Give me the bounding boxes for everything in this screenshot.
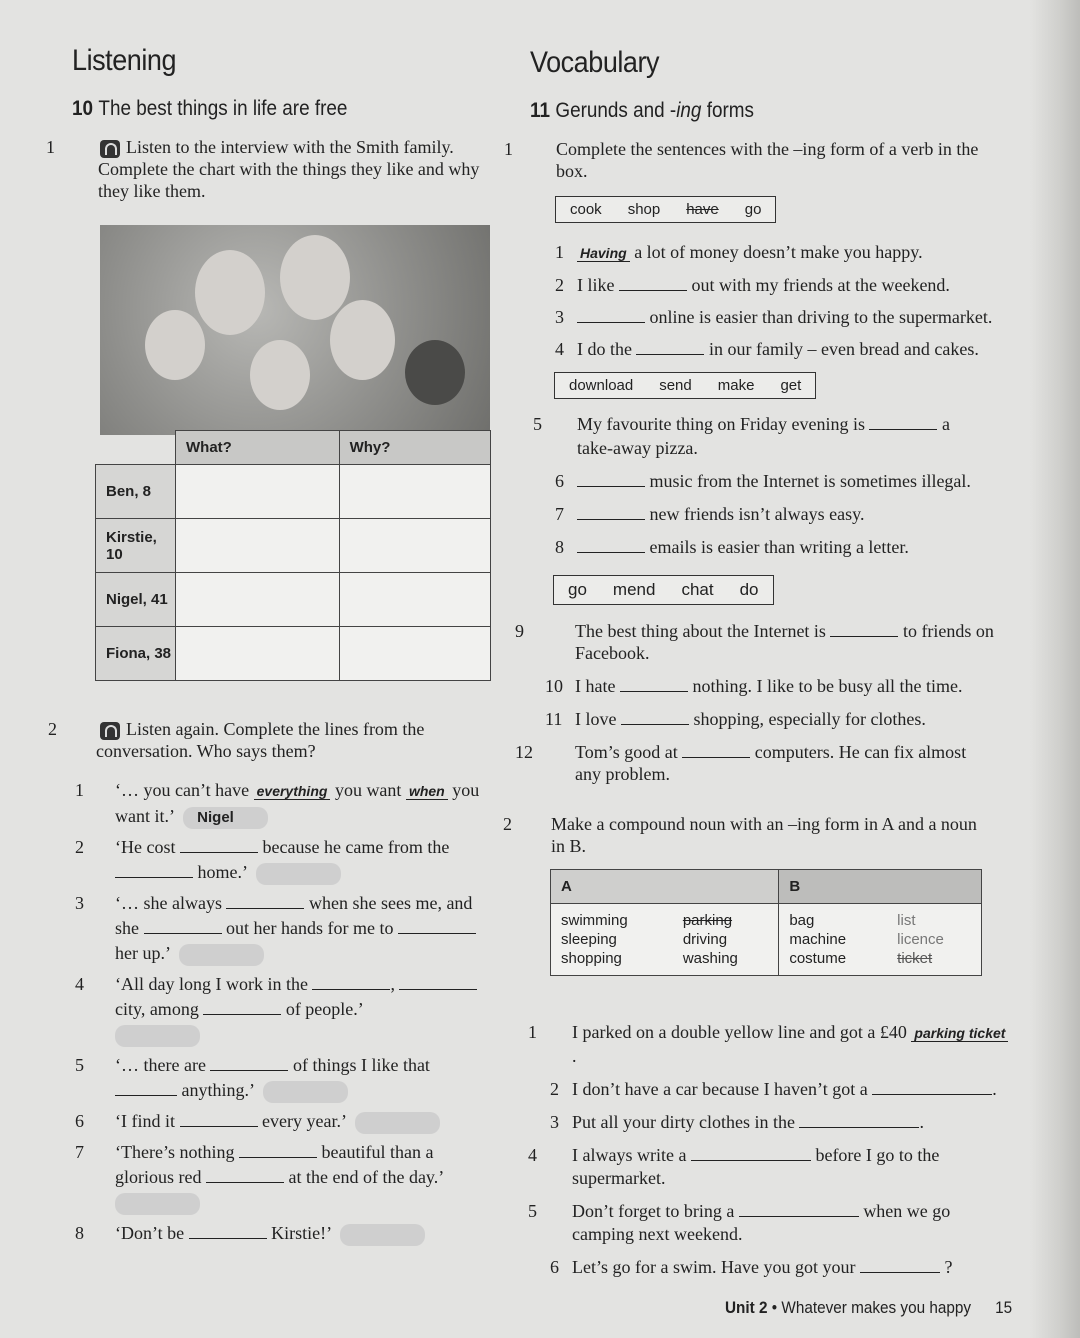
blank[interactable]: [203, 999, 281, 1015]
speaker-blank[interactable]: [256, 863, 341, 885]
chart-cell-why[interactable]: [339, 465, 490, 519]
photo-face: [145, 310, 205, 380]
photo-face: [280, 235, 350, 320]
speaker-blank[interactable]: [263, 1081, 348, 1103]
unit-title: Whatever makes you happy: [781, 1298, 972, 1317]
sentence-item: 3 online is easier than driving to the supermarket.: [555, 307, 993, 327]
blank[interactable]: [860, 1257, 940, 1273]
page-footer: Unit 2 • Whatever makes you happy 15: [725, 1298, 1013, 1317]
chart-cell-what[interactable]: [176, 465, 340, 519]
speaker-blank[interactable]: [115, 1193, 200, 1215]
sentence-item: 9 The best thing about the Internet is to friends on Facebook.: [515, 621, 994, 663]
answer-text: Having: [577, 245, 630, 262]
conversation-lines: [75, 778, 495, 1246]
sentences-5-8: [533, 412, 985, 559]
blank[interactable]: [682, 742, 750, 758]
chart-row: Nigel, 41: [96, 573, 491, 627]
chart-cell-what[interactable]: [176, 627, 340, 681]
compound-sentences: [528, 1021, 1010, 1279]
chart-header-what: What?: [176, 431, 340, 465]
column-header-b: B: [779, 870, 982, 904]
exercise-number: 10: [72, 97, 94, 120]
task-2-instructions: 2 Listen again. Complete the lines from the conversation. Who says them?: [48, 719, 425, 761]
line-item: 3 ‘… she always when she sees me, and she out her hands for me to her up.’: [95, 891, 495, 966]
blank[interactable]: [636, 339, 704, 355]
blank[interactable]: [210, 1055, 288, 1071]
photo-face: [195, 250, 265, 335]
blank[interactable]: [239, 1142, 317, 1158]
vocab-task-1-instructions: 1 Complete the sentences with the –ing form of a verb in the box.: [504, 139, 979, 181]
blank[interactable]: [691, 1145, 811, 1161]
blank[interactable]: [115, 1080, 177, 1096]
photo-face: [330, 300, 395, 380]
chart-row: Kirstie, 10: [96, 519, 491, 573]
chart-cell-what[interactable]: [176, 519, 340, 573]
line-item: 5 ‘… there are of things I like that anything.’: [95, 1053, 495, 1103]
page-edge-shadow: [1030, 0, 1080, 1338]
blank[interactable]: [398, 918, 476, 934]
line-item: 6 ‘I find it every year.’: [95, 1109, 495, 1134]
exercise-title-10: [72, 97, 347, 121]
column-header-a: A: [551, 870, 779, 904]
speaker-answer: Nigel: [183, 807, 268, 829]
word-box-2: download send make get: [554, 372, 816, 399]
blank[interactable]: [872, 1079, 992, 1095]
blank[interactable]: [869, 414, 937, 430]
sentence-item: 10 I hate nothing. I like to be busy all the time.: [545, 676, 963, 696]
sentence-item: 8 emails is easier than writing a letter.: [555, 537, 909, 557]
blank[interactable]: [189, 1223, 267, 1239]
sentence-item: 4 I do the in our family – even bread and cakes.: [555, 339, 979, 359]
page-number: 15: [995, 1298, 1013, 1317]
headphones-icon[interactable]: [100, 140, 120, 158]
sentence-item: 5 Don’t forget to bring a when we go camping next weekend.: [528, 1201, 951, 1244]
chart-row: Fiona, 38: [96, 627, 491, 681]
task-1-instructions: [46, 136, 492, 202]
vocab-task-2-instructions: 2 Make a compound noun with an –ing form in A and a noun in B.: [503, 814, 977, 856]
chart-row: Ben, 8: [96, 465, 491, 519]
exercise-title-text: The best things in life are free: [98, 97, 348, 120]
sentence-item: 1 I parked on a double yellow line and got a £40 parking ticket .: [550, 1021, 1010, 1068]
line-item: 7 ‘There’s nothing beautiful than a glorious red at the end of the day.’: [95, 1140, 495, 1215]
blank[interactable]: [180, 1111, 258, 1127]
speaker-blank[interactable]: [355, 1112, 440, 1134]
sentences-1-4: [555, 236, 1025, 365]
sentence-item: 12 Tom’s good at computers. He can fix almost any problem.: [515, 742, 967, 784]
blank[interactable]: [577, 537, 645, 553]
task-text: Listen to the interview with the Smith family. Complete the chart with the things they like and why they like them.: [98, 137, 480, 201]
chart-cell-why[interactable]: [339, 627, 490, 681]
answer-text: parking ticket: [911, 1025, 1008, 1042]
headphones-icon[interactable]: [100, 722, 120, 740]
unit-label: Unit 2: [725, 1298, 768, 1317]
blank[interactable]: [799, 1112, 919, 1128]
sentence-item: 2 I like out with my friends at the weekend.: [555, 275, 950, 295]
blank[interactable]: [115, 862, 193, 878]
sentence-item: 1 Having a lot of money doesn’t make you happy.: [555, 242, 923, 262]
blank[interactable]: [621, 709, 689, 725]
sentence-item: 2 I don’t have a car because I haven’t got a .: [550, 1079, 997, 1099]
sentences-9-12: [515, 620, 995, 785]
speaker-blank[interactable]: [340, 1224, 425, 1246]
blank[interactable]: [619, 275, 687, 291]
blank[interactable]: [180, 837, 258, 853]
blank[interactable]: [226, 893, 304, 909]
section-title-listening: Listening: [72, 44, 177, 77]
word-box-3: go mend chat do: [553, 575, 774, 605]
blank[interactable]: [399, 974, 477, 990]
line-item: 8 ‘Don’t be Kirstie!’: [95, 1221, 495, 1246]
speaker-blank[interactable]: [179, 944, 264, 966]
blank[interactable]: [739, 1201, 859, 1217]
photo-face: [250, 340, 310, 410]
chart-cell-why[interactable]: [339, 519, 490, 573]
blank[interactable]: [830, 621, 898, 637]
chart-header-why: Why?: [339, 431, 490, 465]
exercise-title-11: 11 Gerunds and -ing forms: [530, 99, 754, 122]
sentence-item: 5 My favourite thing on Friday evening is a take-away pizza.: [533, 414, 950, 458]
blank[interactable]: [577, 471, 645, 487]
blank[interactable]: [577, 504, 645, 520]
family-photo: [100, 225, 490, 435]
word-box-1: cook shop have go: [555, 196, 776, 223]
sentence-item: 7 new friends isn’t always easy.: [555, 504, 865, 524]
blank[interactable]: [312, 974, 390, 990]
sentence-item: 4 I always write a before I go to the supermarket.: [528, 1145, 940, 1188]
line-item: 1 ‘… you can’t have everything you want when you want it.’ Nigel: [95, 778, 495, 829]
speaker-blank[interactable]: [115, 1025, 200, 1047]
line-item: 2 ‘He cost because he came from the home.’: [95, 835, 495, 885]
section-title-vocabulary: Vocabulary: [530, 46, 660, 79]
answer-text: when: [406, 783, 448, 800]
chart-cell-what[interactable]: [176, 573, 340, 627]
sentence-item: 6 Let’s go for a swim. Have you got your ?: [550, 1257, 953, 1277]
compound-noun-table: A B swimming parking bag list sleeping driving machine licence shopping washing costume ticket: [550, 869, 982, 976]
line-item: 4 ‘All day long I work in the , city, among of people.’: [95, 972, 495, 1047]
blank[interactable]: [620, 676, 688, 692]
blank[interactable]: [206, 1167, 284, 1183]
listening-chart: [95, 430, 491, 681]
sentence-item: 3 Put all your dirty clothes in the .: [550, 1112, 924, 1132]
chart-cell-why[interactable]: [339, 573, 490, 627]
sentence-item: 11 I love shopping, especially for clothes.: [545, 709, 926, 729]
sentence-item: 6 music from the Internet is sometimes illegal.: [555, 471, 971, 491]
photo-dog: [405, 340, 465, 405]
blank[interactable]: [144, 918, 222, 934]
task-number: 1: [46, 137, 55, 157]
blank[interactable]: [577, 307, 645, 323]
answer-text: everything: [254, 783, 331, 800]
